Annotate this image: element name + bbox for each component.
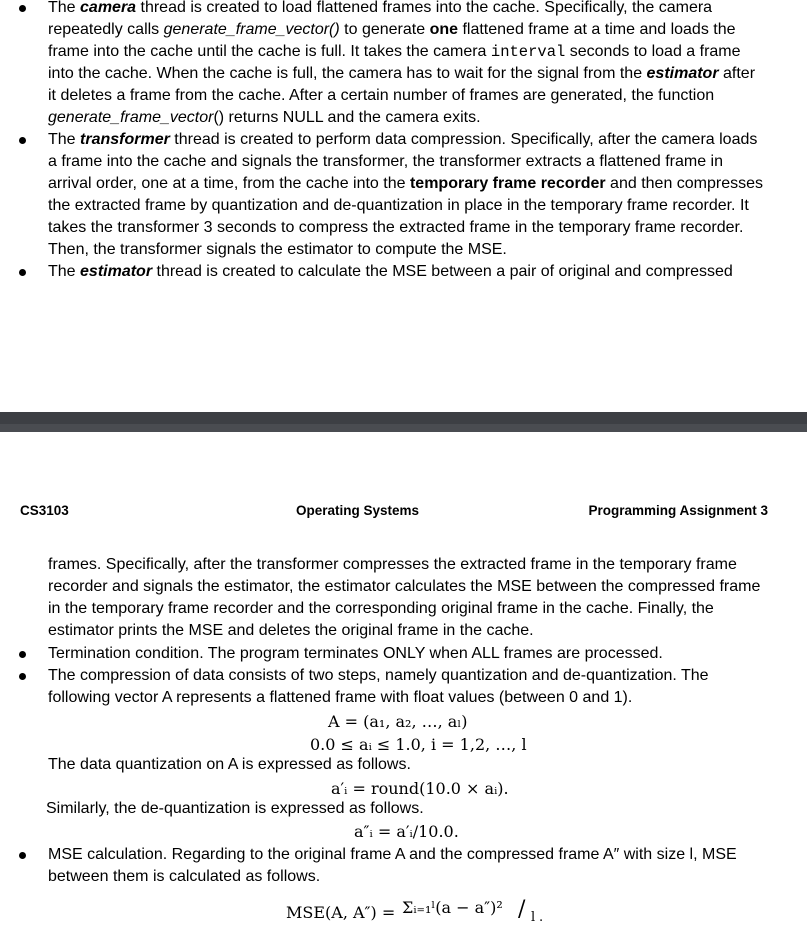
equation-quantization: a′ᵢ = round(10.0 × aᵢ). — [331, 779, 509, 798]
equation-vector: A = (a₁, a₂, …, aₗ) — [328, 712, 468, 731]
camera-bullet: The camera thread is created to load flattened frames into the cache. Specifically, the camera repeatedly calls generate_frame_vector() to generate one flattened frame at a time and loads the frame into the cache until the cache is full. It takes the camera interval seconds to load a frame into the cache. When the cache is full, the camera has to wait for the signal from the estimator after it deletes a frame from the cache. After a certain number of frames are generated, the function generate_frame_vector() returns NULL and the camera exits. — [0, 0, 807, 129]
bullet-dot — [19, 269, 26, 276]
transformer-bullet: The transformer thread is created to perform data compression. Specifically, after the camera loads a frame into the cache and signals the transformer, the transformer extracts a flattened frame in arrival order, one at a time, from the cache into the temporary frame recorder and then compresses the extracted frame by quantization and de-quantization in place in the temporary frame recorder. It takes the transformer 3 seconds to compress the extracted frame in the temporary frame recorder. Then, the transformer signals the estimator to compute the MSE. — [0, 129, 807, 261]
equation-dequantization: a″ᵢ = a′ᵢ/10.0. — [354, 822, 459, 841]
quantization-text: The data quantization on A is expressed as follows. — [48, 756, 411, 773]
equation-mse-numerator: Σᵢ₌₁ˡ(a − a″)² — [402, 898, 503, 917]
estimator-bullet: The estimator thread is created to calculate the MSE between a pair of original and compressed — [0, 261, 807, 283]
bullet-dot — [19, 5, 26, 12]
bullet-dot — [19, 673, 26, 680]
bullet-dot — [19, 651, 26, 658]
page1-bullet-list — [0, 0, 807, 283]
equation-range: 0.0 ≤ aᵢ ≤ 1.0, i = 1,2, …, l — [310, 735, 527, 754]
equation-mse-lhs: MSE(A, A″) = — [286, 903, 396, 922]
compression-bullet: The compression of data consists of two steps, namely quantization and de-quantization. The following vector A represents a flattened frame with float values (between 0 and 1). — [0, 665, 807, 709]
equation-mse-denominator: l — [531, 910, 536, 925]
termination-bullet: Termination condition. The program terminates ONLY when ALL frames are processed. — [0, 643, 807, 665]
dequantization-text: Similarly, the de-quantization is expressed as follows. — [46, 800, 424, 817]
header-subject: Operating Systems — [296, 503, 420, 518]
equation-mse-period: . — [539, 910, 544, 925]
page2-bullet-list — [0, 643, 807, 709]
bullet-dot — [19, 852, 26, 859]
mse-bullet: MSE calculation. Regarding to the original frame A and the compressed frame A″ with size l, MSE between them is calculated as follows. — [0, 844, 807, 888]
page-separator-edge — [0, 424, 807, 432]
continuation-paragraph: frames. Specifically, after the transformer compresses the extracted frame in the temporary frame recorder and signals the estimator, the estimator calculates the MSE between the compressed frame in the temporary frame recorder and the corresponding original frame in the cache. Finally, the estimator prints the MSE and deletes the original frame in the cache. — [48, 556, 761, 639]
page2-bullet-list-2 — [0, 844, 807, 888]
bullet-dot — [19, 137, 26, 144]
header-assignment: Programming Assignment 3 — [588, 503, 768, 518]
header-course: CS3103 — [20, 503, 69, 518]
equation-mse-slash: / — [518, 897, 526, 922]
